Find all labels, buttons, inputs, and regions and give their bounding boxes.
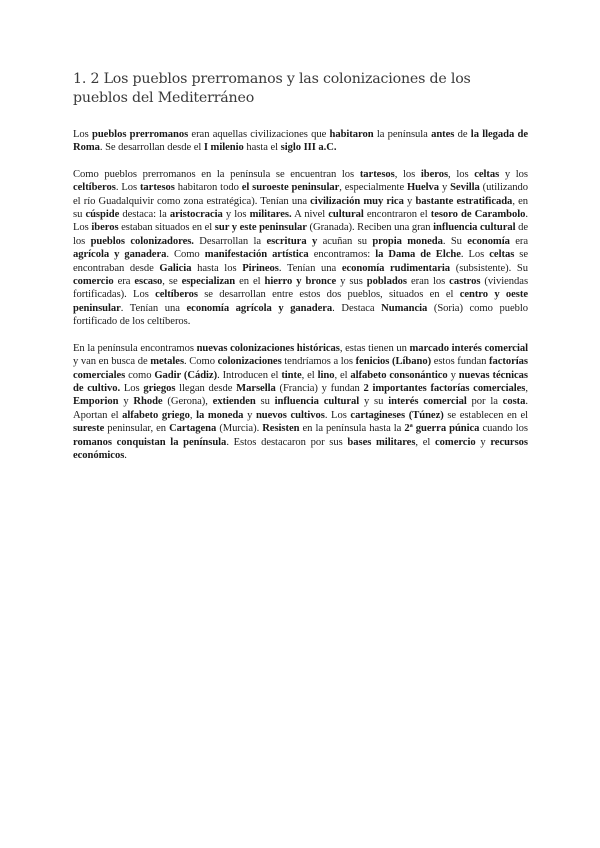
bold-text-run: economía rudimentaria	[341, 262, 451, 274]
bold-text-run: alfabeto griego	[122, 409, 190, 421]
bold-text-run: Cartagena	[169, 423, 217, 435]
text-run: peninsular, en	[104, 423, 170, 435]
text-run: se establecen en el	[443, 409, 529, 421]
bold-text-run: celtas	[489, 249, 515, 261]
text-run: . Como	[166, 249, 205, 261]
text-run: . Tenían una	[278, 262, 342, 274]
section-heading: 1. 2 Los pueblos prerromanos y las colonizaciones de los pueblos del Mediterráneo	[73, 71, 471, 106]
bold-text-run: comercio	[435, 436, 476, 448]
bold-text-run: nuevas colonizaciones históricas	[196, 342, 340, 354]
bold-text-run: sureste	[73, 423, 105, 435]
text-run: por la	[466, 396, 503, 408]
bold-text-run: Resisten	[262, 423, 300, 435]
text-run: , estas tienen un	[339, 342, 410, 354]
text-run: , en su	[73, 195, 528, 221]
bold-text-run: siglo III a.C.	[280, 142, 337, 154]
bold-text-run: Emporion	[73, 396, 119, 408]
text-run: (utilizando el río Guadalquivir como zona estratégica). Tenían una	[73, 182, 528, 207]
text-run: y	[475, 436, 491, 448]
text-run: . Destaca	[332, 302, 382, 314]
text-run: , especialmente	[339, 182, 407, 194]
bold-text-run: civilización muy rica	[310, 195, 404, 207]
bold-text-run: marcado interés comercial	[409, 342, 528, 354]
bold-text-run: centro y oeste peninsular	[73, 289, 528, 314]
paragraph-intro	[73, 128, 528, 155]
bold-text-run: poblados	[366, 276, 407, 288]
text-run: de	[454, 129, 471, 140]
text-run: . Los	[73, 209, 528, 234]
bold-text-run: bastante estratificada	[415, 195, 513, 207]
text-run: y sus	[336, 276, 367, 288]
bold-text-run: la Dama de Elche	[375, 249, 461, 261]
text-run: , el	[334, 369, 351, 381]
bold-text-run: Numancia	[381, 302, 428, 314]
text-run: y	[118, 396, 134, 408]
bold-text-run: recursos económicos	[73, 436, 528, 461]
text-run: y su	[359, 396, 389, 408]
bold-text-run: hierro y bronce	[264, 276, 337, 288]
bold-text-run: la moneda	[196, 409, 244, 421]
text-run: .	[124, 449, 127, 461]
bold-text-run: iberos	[420, 168, 449, 180]
text-run: , los	[448, 168, 475, 180]
bold-text-run: pueblos colonizadores.	[90, 235, 194, 247]
bold-text-run: griegos	[143, 382, 176, 394]
text-run: era	[113, 276, 135, 288]
bold-text-run: escaso	[134, 276, 163, 288]
text-run: era	[509, 235, 529, 247]
bold-text-run: Marsella	[236, 382, 276, 394]
text-run: . Introducen el	[217, 369, 282, 381]
bold-text-run: interés comercial	[388, 396, 467, 408]
text-run: de los	[73, 222, 528, 247]
bold-text-run: celtíberos	[73, 182, 116, 194]
text-run: Los	[120, 382, 144, 394]
text-run: se desarrollan entre estos dos pueblos, situados en el	[197, 289, 460, 301]
text-run: la península	[373, 129, 432, 140]
bold-text-run: iberos	[91, 222, 119, 234]
text-run: (Soria) como pueblo fortificado de los celtíberos.	[73, 302, 528, 328]
text-run: . Estos destacaron por sus	[226, 436, 348, 448]
bold-text-run: nuevos cultivos	[255, 409, 325, 421]
text-run: . Los	[324, 409, 351, 421]
bold-text-run: I milenio	[203, 142, 244, 154]
text-run: eran los	[406, 276, 450, 288]
bold-text-run: metales	[150, 356, 185, 368]
bold-text-run: tesoro de Carambolo	[430, 209, 526, 221]
text-run: . Se desarrollan desde el	[99, 142, 204, 154]
bold-text-run: antes	[431, 129, 455, 140]
bold-text-run: escritura y	[266, 235, 318, 247]
text-run: A nivel	[291, 209, 329, 221]
bold-text-run: comercio	[73, 276, 114, 288]
text-run: En la península encontramos	[73, 342, 197, 354]
text-run: hasta los	[191, 262, 243, 274]
bold-text-run: 2ª guerra púnica	[404, 423, 480, 435]
bold-text-run: habitaron	[329, 129, 374, 140]
bold-text-run: Huelva	[406, 182, 440, 194]
bold-text-run: tartesos	[139, 182, 175, 194]
bold-text-run: economía	[467, 235, 510, 247]
text-run: como	[125, 369, 155, 381]
bold-text-run: fenicios (Líbano)	[355, 356, 432, 368]
text-run: encontraron el	[363, 209, 431, 221]
text-run: habitaron todo	[174, 182, 242, 194]
text-run: . Tenían una	[120, 302, 187, 314]
bold-text-run: Pirineos	[242, 262, 279, 274]
bold-text-run: influencia cultural	[274, 396, 360, 408]
bold-text-run: agrícola y ganadera	[73, 249, 167, 261]
text-run: y los	[499, 168, 528, 180]
text-run: (Murcia).	[216, 423, 263, 435]
bold-text-run: economía agrícola y ganadera	[186, 302, 333, 314]
bold-text-run: pueblos prerromanos	[92, 129, 189, 140]
text-run: . Los	[460, 249, 490, 261]
text-run: (Granada). Reciben una gran	[306, 222, 434, 234]
bold-text-run: cultural	[328, 209, 364, 221]
text-run: destaca: la	[119, 209, 170, 221]
text-run: (Francia) y fundan	[275, 382, 364, 394]
text-run: estaban situados en el	[118, 222, 215, 234]
bold-text-run: celtas	[474, 168, 500, 180]
text-run: ,	[189, 409, 197, 421]
bold-text-run: costa	[502, 396, 526, 408]
bold-text-run: alfabeto consonántico	[350, 369, 448, 381]
bold-text-run: Sevilla	[450, 182, 480, 194]
text-run: hasta el	[243, 142, 281, 154]
bold-text-run: colonizaciones	[217, 356, 282, 368]
bold-text-run: Gadir (Cádiz)	[154, 369, 218, 381]
bold-text-run: influencia cultural	[433, 222, 516, 234]
text-run: llegan desde	[175, 382, 237, 394]
bold-text-run: militares.	[249, 209, 292, 221]
text-run: se encontraban desde	[73, 249, 529, 274]
bold-text-run: especializan	[181, 276, 236, 288]
text-run: . Su	[442, 235, 468, 247]
text-run: ,	[525, 382, 528, 394]
bold-text-run: aristocracia	[169, 209, 223, 221]
bold-text-run: castros	[449, 276, 481, 288]
paragraph-colonizations	[73, 342, 528, 463]
bold-text-run: factorías comerciales	[73, 356, 528, 381]
text-run: (viviendas fortificadas). Los	[73, 276, 529, 301]
text-run: en el	[235, 276, 265, 288]
text-run: acuñan su	[317, 235, 373, 247]
bold-text-run: propia moneda	[372, 235, 443, 247]
text-run: encontramos:	[308, 249, 376, 261]
text-run: Desarrollan la	[193, 235, 267, 247]
bold-text-run: el suroeste peninsular	[241, 182, 340, 194]
bold-text-run: manifestación artística	[204, 249, 309, 261]
text-run: . Los	[115, 182, 140, 194]
text-run: . Como	[184, 356, 218, 368]
text-run: , el	[415, 436, 436, 448]
bold-text-run: la llegada de Roma	[73, 129, 528, 154]
bold-text-run: Rhode	[133, 396, 163, 408]
bold-text-run: 2 importantes factorías comerciales	[363, 382, 526, 394]
text-run: eran aquellas civilizaciones que	[188, 129, 330, 140]
text-run: , se	[162, 276, 182, 288]
paragraph-prerroman-peoples	[73, 168, 528, 329]
bold-text-run: tinte	[281, 369, 302, 381]
text-run: su	[255, 396, 275, 408]
bold-text-run: tartesos	[359, 168, 395, 180]
text-run: y	[447, 369, 459, 381]
text-run: y	[403, 195, 416, 207]
text-run: en la península hasta la	[299, 423, 405, 435]
text-run: , el	[301, 369, 318, 381]
text-run: y van en busca de	[73, 356, 151, 368]
text-run: y	[439, 182, 451, 194]
text-run: y	[243, 409, 256, 421]
bold-text-run: cúspide	[85, 209, 120, 221]
bold-text-run: romanos conquistan la península	[73, 436, 227, 448]
text-run: y los	[222, 209, 250, 221]
bold-text-run: lino	[317, 369, 335, 381]
text-run: Como pueblos prerromanos en la península se encuentran los	[73, 168, 360, 180]
bold-text-run: sur y este peninsular	[214, 222, 307, 234]
text-run: estos fundan	[431, 356, 490, 368]
text-run: cuando los	[479, 423, 529, 435]
text-run: , los	[394, 168, 421, 180]
bold-text-run: bases militares	[347, 436, 416, 448]
text-run: (subsistente). Su	[450, 262, 528, 274]
bold-text-run: extienden	[212, 396, 256, 408]
bold-text-run: cartagineses (Túnez)	[350, 409, 444, 421]
bold-text-run: Galicia	[159, 262, 192, 274]
text-run: (Gerona),	[162, 396, 213, 408]
text-run: Los	[73, 129, 92, 140]
text-run: tendríamos a los	[281, 356, 356, 368]
text-run: . Aportan el	[73, 396, 528, 421]
bold-text-run: celtíberos	[155, 289, 198, 301]
bold-text-run: nuevas técnicas de cultivo.	[73, 369, 529, 394]
